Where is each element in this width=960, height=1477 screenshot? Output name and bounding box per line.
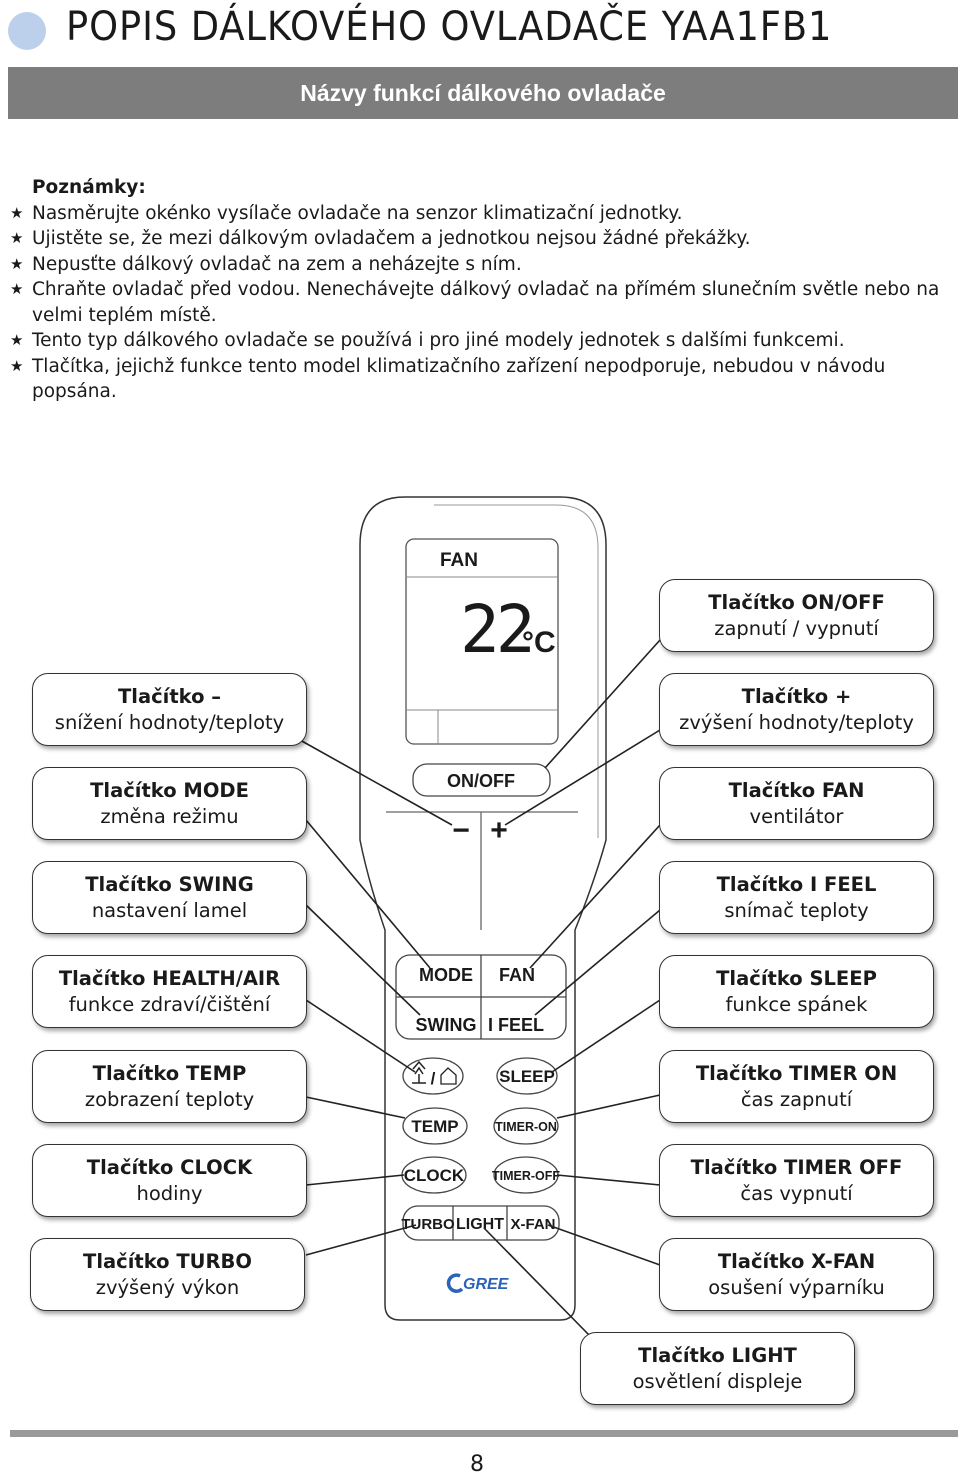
callout-turbo: Tlačítko TURBO zvýšený výkon xyxy=(30,1238,305,1311)
callout-mode: Tlačítko MODE změna režimu xyxy=(32,767,307,840)
timer-off-key: TIMER-OFF xyxy=(491,1169,561,1183)
callout-plus: Tlačítko + zvýšení hodnoty/teploty xyxy=(659,673,934,746)
callout-timer-on: Tlačítko TIMER ON čas zapnutí xyxy=(659,1050,934,1123)
note-item: ★ Nepusťte dálkový ovladač na zem a neházejte s ním. xyxy=(10,252,950,278)
section-banner: Názvy funkcí dálkového ovladače xyxy=(8,67,958,119)
star-icon: ★ xyxy=(10,356,24,375)
onoff-key-label: ON/OFF xyxy=(447,771,515,791)
callout-onoff: Tlačítko ON/OFF zapnutí / vypnutí xyxy=(659,579,934,652)
callout-fan: Tlačítko FAN ventilátor xyxy=(659,767,934,840)
mode-key: MODE xyxy=(419,965,473,985)
notes-heading: Poznámky: xyxy=(32,177,146,198)
callout-health: Tlačítko HEALTH/AIR funkce zdraví/čištění xyxy=(32,955,307,1028)
page-number: 8 xyxy=(470,1452,484,1477)
sleep-key: SLEEP xyxy=(499,1067,555,1086)
lcd-unit: °C xyxy=(522,626,556,659)
note-item: ★ Ujistěte se, že mezi dálkovým ovladačem a jednotkou nejsou žádné překážky. xyxy=(10,226,950,252)
callout-sleep: Tlačítko SLEEP funkce spánek xyxy=(659,955,934,1028)
callout-light: Tlačítko LIGHT osvětlení displeje xyxy=(580,1332,855,1405)
callout-swing: Tlačítko SWING nastavení lamel xyxy=(32,861,307,934)
page-title: POPIS DÁLKOVÉHO OVLADAČE YAA1FB1 xyxy=(66,4,833,50)
swing-key: SWING xyxy=(415,1015,477,1035)
footer-divider xyxy=(10,1430,958,1437)
temp-key: TEMP xyxy=(411,1117,459,1136)
note-item: ★ Tlačítka, jejichž funkce tento model klimatizačního zařízení nepodporuje, nebudou v návodu popsána. xyxy=(10,355,886,402)
star-icon: ★ xyxy=(10,203,24,222)
note-item: ★ Chraňte ovladač před vodou. Nenechávejte dálkový ovladač na přímém slunečním světle nebo na velmi teplém místě. xyxy=(10,279,940,326)
note-item: ★ Tento typ dálkového ovladače se používá i pro jiné modely jednotek s dalšími funkcemi. xyxy=(10,328,950,354)
notes-section xyxy=(10,175,950,405)
lcd-temperature: 22 xyxy=(460,591,532,668)
callout-temp: Tlačítko TEMP zobrazení teploty xyxy=(32,1050,307,1123)
star-icon: ★ xyxy=(10,229,24,247)
callout-timer-off: Tlačítko TIMER OFF čas vypnutí xyxy=(659,1144,934,1217)
minus-key: − xyxy=(452,814,470,847)
turbo-key: TURBO xyxy=(401,1216,455,1233)
callout-xfan: Tlačítko X-FAN osušení výparníku xyxy=(659,1238,934,1311)
star-icon: ★ xyxy=(10,280,24,298)
callout-ifeel: Tlačítko I FEEL snímač teploty xyxy=(659,861,934,934)
fan-key: FAN xyxy=(499,965,535,985)
title-bullet-icon xyxy=(8,12,46,50)
light-key: LIGHT xyxy=(456,1216,504,1233)
note-item: ★ Nasměrujte okénko vysílače ovladače na senzor klimatizační jednotky. xyxy=(10,201,950,227)
svg-text:/: / xyxy=(430,1069,436,1088)
star-icon: ★ xyxy=(10,254,24,273)
callout-clock: Tlačítko CLOCK hodiny xyxy=(32,1144,307,1217)
timer-on-key: TIMER-ON xyxy=(495,1120,557,1134)
xfan-key: X-FAN xyxy=(510,1216,556,1233)
svg-text:GREE: GREE xyxy=(463,1276,509,1293)
clock-key: CLOCK xyxy=(403,1166,465,1185)
star-icon: ★ xyxy=(10,331,24,349)
plus-key: + xyxy=(490,814,508,847)
callout-minus: Tlačítko – snížení hodnoty/teploty xyxy=(32,673,307,746)
lcd-fan-label: FAN xyxy=(440,550,478,571)
ifeel-key: I FEEL xyxy=(487,1015,545,1035)
